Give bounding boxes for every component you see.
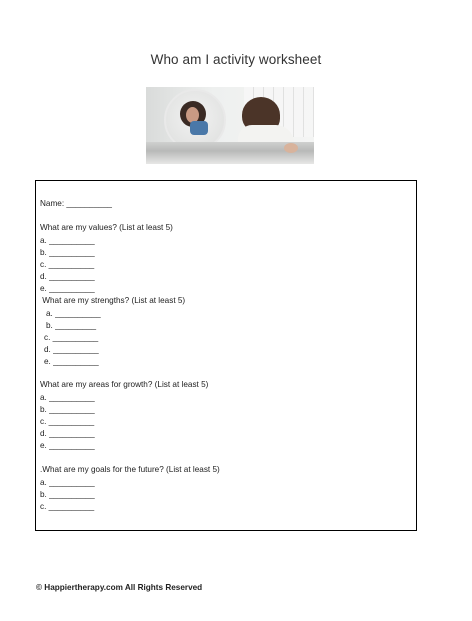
values-heading: What are my values? (List at least 5) [40, 223, 173, 232]
strengths-item-d[interactable]: d. __________ [44, 345, 99, 354]
goals-item-c[interactable]: c. __________ [40, 502, 95, 511]
name-field[interactable]: Name: __________ [40, 199, 112, 208]
copyright-footer: © Happiertherapy.com All Rights Reserved [36, 583, 203, 592]
values-item-e[interactable]: e. __________ [40, 284, 95, 293]
reflection-clothing [190, 121, 208, 135]
growth-item-e[interactable]: e. __________ [40, 441, 95, 450]
growth-item-c[interactable]: c. __________ [40, 417, 95, 426]
growth-item-d[interactable]: d. __________ [40, 429, 95, 438]
strengths-item-b[interactable]: b. _________ [46, 321, 97, 330]
goals-heading: .What are my goals for the future? (List at least 5) [40, 465, 220, 474]
goals-item-a[interactable]: a. __________ [40, 478, 95, 487]
woman-mirror-photo [146, 87, 314, 164]
growth-item-a[interactable]: a. __________ [40, 393, 95, 402]
strengths-heading: What are my strengths? (List at least 5) [40, 296, 186, 305]
values-item-a[interactable]: a. __________ [40, 236, 95, 245]
goals-item-b[interactable]: b. __________ [40, 490, 95, 499]
growth-item-b[interactable]: b. __________ [40, 405, 95, 414]
values-item-d[interactable]: d. __________ [40, 272, 95, 281]
worksheet-form-box [35, 180, 417, 531]
strengths-item-a[interactable]: a. __________ [46, 309, 101, 318]
strengths-item-e[interactable]: e. __________ [44, 357, 99, 366]
worksheet-title: Who am I activity worksheet [150, 52, 322, 67]
growth-heading: What are my areas for growth? (List at least 5) [40, 380, 209, 389]
values-item-c[interactable]: c. __________ [40, 260, 95, 269]
strengths-item-c[interactable]: c. __________ [44, 333, 99, 342]
values-item-b[interactable]: b. __________ [40, 248, 95, 257]
woman-hand [284, 143, 298, 153]
